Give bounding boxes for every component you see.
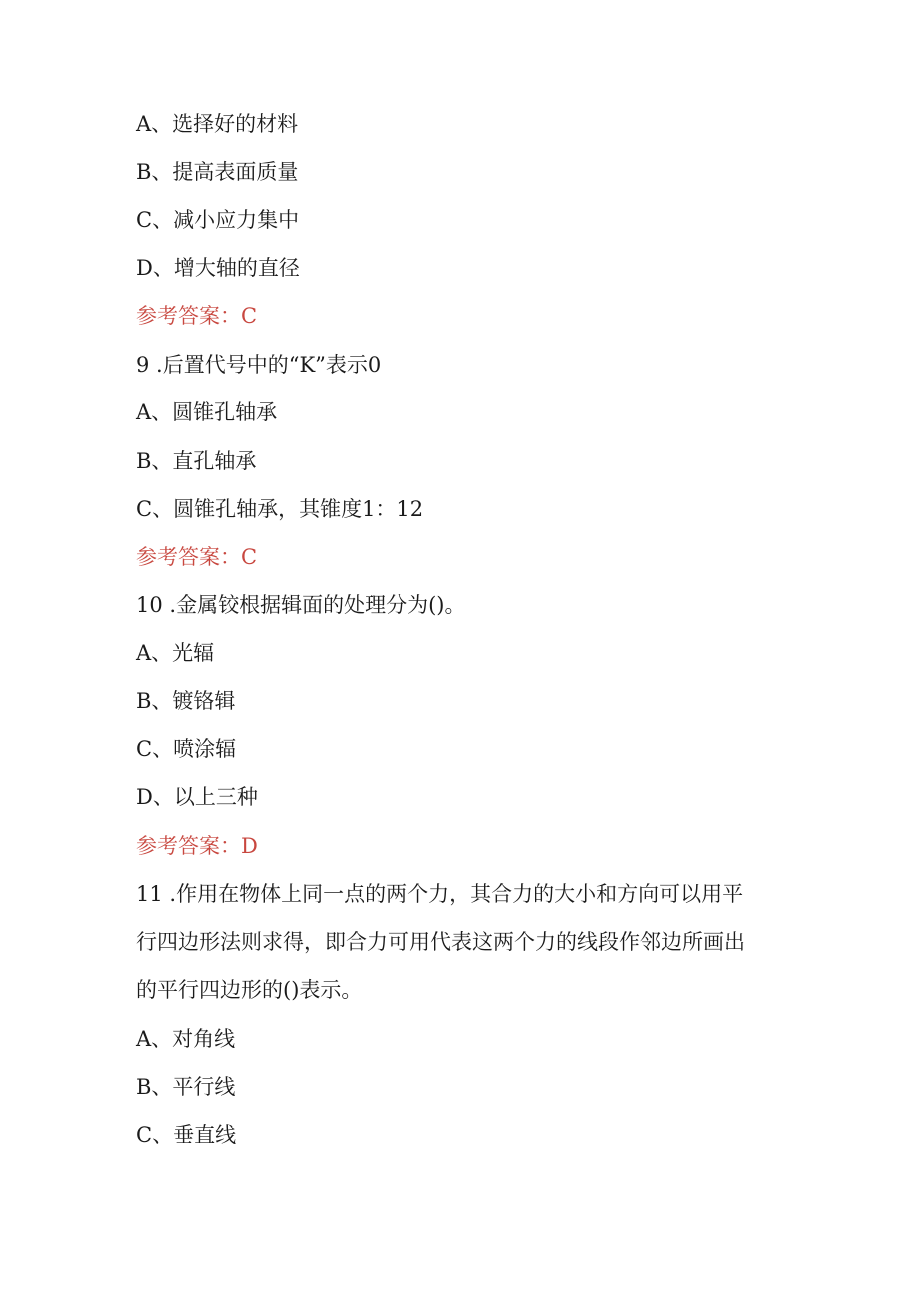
option-line: D、以上三种 [136,785,258,809]
option-line: C、圆锥孔轴承，其锥度1：12 [136,497,424,521]
option-line: B、镀铬辑 [136,689,236,713]
option-line: D、增大轴的直径 [136,256,300,280]
question-line: 的平行四边形的()表示。 [136,978,363,1002]
option-line: A、对角线 [136,1027,236,1051]
question-line: 9 .后置代号中的“K”表示0 [136,353,382,377]
question-line: 11 .作用在物体上同一点的两个力，其合力的大小和方向可以用平 [136,882,744,906]
question-line: 行四边形法则求得，即合力可用代表这两个力的线段作邻边所画出 [136,930,745,954]
question-line: 10 .金属铰根据辑面的处理分为()。 [136,593,466,617]
answer-line: 参考答案：C [136,304,258,328]
option-line: C、喷涂辐 [136,737,237,761]
option-line: A、圆锥孔轴承 [136,400,278,424]
option-line: B、直孔轴承 [136,449,257,473]
option-line: B、提高表面质量 [136,160,299,184]
option-line: A、光辐 [136,641,215,665]
answer-line: 参考答案：C [136,545,258,569]
option-line: C、垂直线 [136,1123,237,1147]
answer-line: 参考答案：D [136,834,258,858]
option-line: B、平行线 [136,1075,236,1099]
option-line: C、减小应力集中 [136,208,300,232]
option-line: A、选择好的材料 [136,112,299,136]
